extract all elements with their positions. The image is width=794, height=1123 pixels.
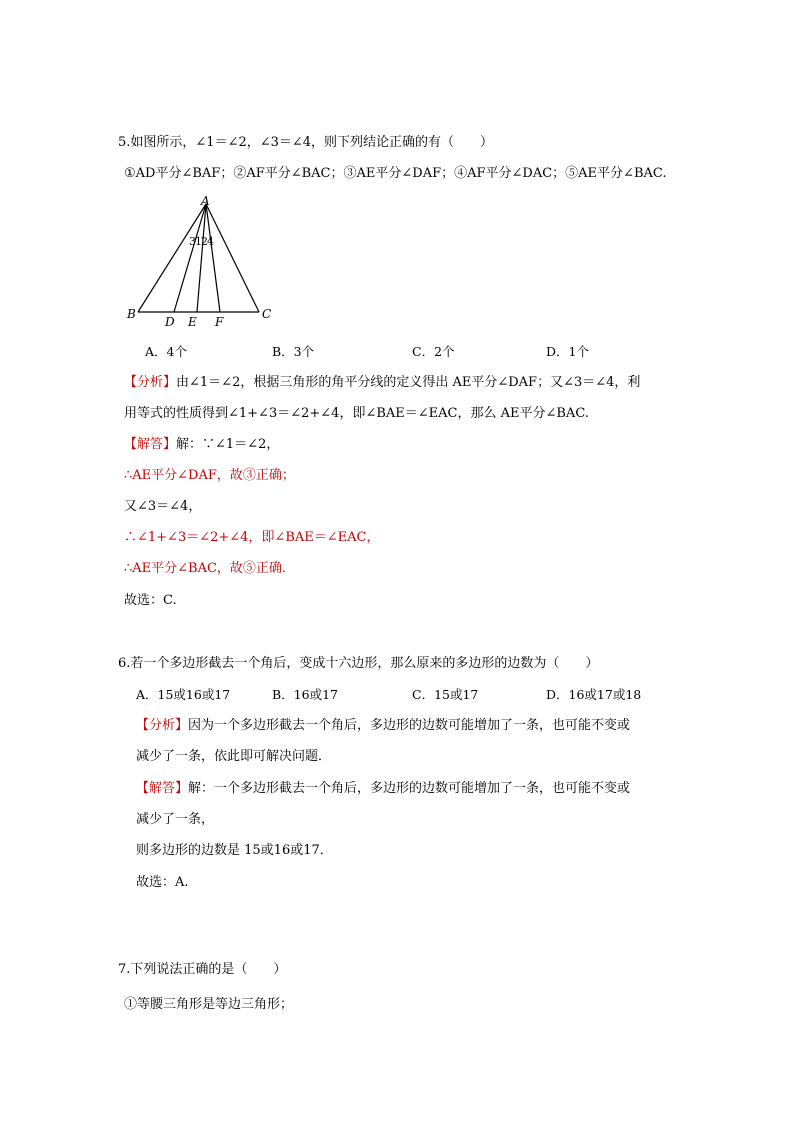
- q6-solution-line1: [136, 781, 630, 797]
- vertex-b-label: B: [127, 307, 136, 321]
- q5-option-d: D．1个: [546, 344, 589, 359]
- q7-item1: ①等腰三角形是等边三角形；: [124, 997, 294, 1012]
- analysis-text: 由∠1＝∠2，根据三角形的角平分线的定义得出 AE平分∠DAF；又∠3＝∠4，利: [176, 375, 641, 390]
- point-e-label: E: [188, 315, 197, 329]
- q6-option-a: A．15或16或17: [136, 687, 231, 702]
- vertex-c-label: C: [262, 307, 272, 321]
- q6-choose: 故选：A.: [136, 875, 189, 890]
- q6-solution-line2: 减少了一条，: [136, 812, 215, 827]
- q5-choose: 故选：C.: [124, 593, 177, 608]
- q5-analysis-line2: 用等式的性质得到∠1+∠3＝∠2+∠4，即∠BAE＝∠EAC，那么 AE平分∠BAC.: [124, 406, 589, 421]
- analysis-tag: 【分析】: [136, 718, 189, 733]
- solution-text: 解：一个多边形截去一个角后，多边形的边数可能增加了一条，也可能不变或: [188, 781, 631, 796]
- solution-tag: 【解答】: [136, 781, 189, 796]
- point-f-label: F: [215, 315, 224, 329]
- q6-option-d: D．16或17或18: [546, 687, 642, 702]
- analysis-tag: 【分析】: [124, 375, 177, 390]
- q5-stem: 5.如图所示，∠1＝∠2，∠3＝∠4，则下列结论正确的有（ ）: [118, 135, 494, 150]
- solution-tag: 【解答】: [124, 437, 177, 452]
- q7-stem: 7.下列说法正确的是（ ）: [118, 962, 287, 977]
- q6-solution-line3: 则多边形的边数是 15或16或17．: [136, 843, 333, 858]
- q5-solution-line2: ∴AE平分∠DAF，故③正确；: [124, 468, 295, 483]
- angle-marks-label: 3124: [189, 235, 213, 248]
- q5-option-b: B．3个: [272, 344, 315, 359]
- q5-solution-line3: 又∠3＝∠4，: [124, 499, 202, 514]
- q5-solution-line1: [124, 437, 279, 453]
- solution-text: 解：∵∠1＝∠2，: [176, 437, 280, 452]
- q5-solution-line5: ∴AE平分∠BAC，故⑤正确．: [124, 561, 295, 576]
- q6-option-b: B．16或17: [272, 687, 338, 702]
- q6-analysis-line1: [136, 718, 630, 734]
- q5-solution-line4: ∴∠1+∠3＝∠2+∠4，即∠BAE＝∠EAC，: [124, 530, 380, 545]
- q5-triangle-figure: [124, 192, 284, 332]
- vertex-a-label: A: [201, 194, 210, 208]
- q5-option-a: A．4个: [145, 344, 187, 359]
- q5-analysis-line1: [124, 375, 640, 391]
- point-d-label: D: [165, 315, 175, 329]
- q5-option-c: C．2个: [412, 344, 455, 359]
- q6-analysis-line2: 减少了一条，依此即可解决问题．: [136, 749, 332, 764]
- q5-conclusions: ①AD平分∠BAF；②AF平分∠BAC；③AE平分∠DAF；④AF平分∠DAC；⑤AE平分∠BAC.: [124, 166, 667, 181]
- analysis-text: 因为一个多边形截去一个角后，多边形的边数可能增加了一条，也可能不变或: [188, 718, 631, 733]
- q6-stem: 6.若一个多边形截去一个角后，变成十六边形，那么原来的多边形的边数为（ ）: [118, 656, 599, 671]
- q6-option-c: C．15或17: [412, 687, 479, 702]
